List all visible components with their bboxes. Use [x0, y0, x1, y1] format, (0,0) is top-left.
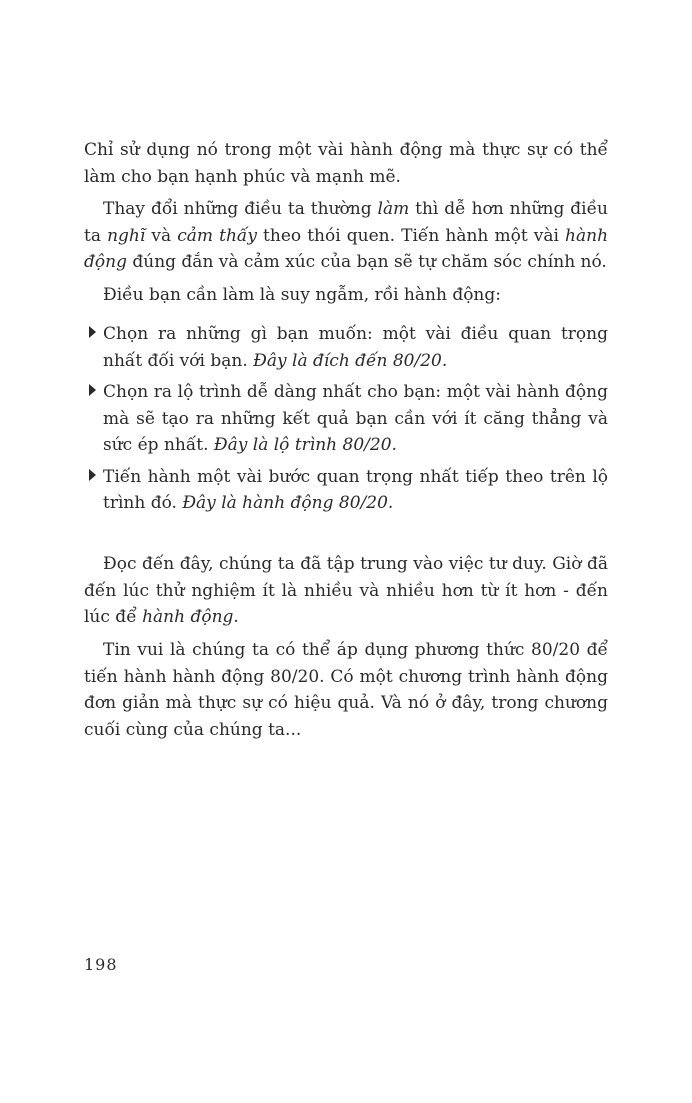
paragraph-1: Chỉ sử dụng nó trong một vài hành động mà thực sự có thể làm cho bạn hạnh phúc và mạnh mẽ. [84, 140, 608, 187]
text-run: Tiến hành một vài bước quan trọng nhất tiếp theo trên lộ trình đó. [103, 466, 608, 513]
paragraph-5: Tin vui là chúng ta có thể áp dụng phương thức 80/20 để tiến hành hành động 80/20. Có một chương trình hành động đơn giản mà thực sự có hiệu quả. Và nó ở đây, trong chương cuối cùng của chúng ta... [84, 640, 608, 740]
emphasis: Đây là hành động 80/20. [182, 493, 394, 513]
bullet-list [84, 321, 608, 522]
paragraph-3: Điều bạn cần làm là suy ngẫm, rồi hành động: [103, 285, 501, 305]
triangle-bullet-icon [89, 326, 96, 338]
emphasis: hành động [142, 607, 234, 627]
text-run: Chọn ra những gì bạn muốn: một vài điều quan trọng nhất đối với bạn. [103, 324, 608, 371]
emphasis: cảm thấy [177, 225, 257, 246]
list-item [84, 321, 608, 374]
text-run: Thay đổi những điều ta thường [103, 199, 378, 219]
text-run: . [233, 607, 239, 627]
text-run: Đọc đến đây, chúng ta đã tập trung vào việc tư duy. Giờ đã đến lúc thử nghiệm ít là nhiều và nhiều hơn từ ít hơn - đến lúc để [84, 554, 608, 627]
text-run: theo thói quen. Tiến hành một vài [256, 225, 566, 246]
emphasis: Đây là lộ trình 80/20. [213, 435, 397, 455]
triangle-bullet-icon [89, 469, 96, 481]
emphasis: Đây là đích đến 80/20. [253, 350, 448, 371]
text-run: thì dễ hơn những điều ta [84, 199, 608, 246]
page-number: 198 [84, 955, 118, 974]
text-run: đúng đắn và cảm xúc của bạn sẽ tự chăm sóc chính nó. [126, 252, 607, 272]
paragraph-4 [84, 551, 608, 631]
text-run: Chọn ra lộ trình dễ dàng nhất cho bạn: một vài hành động mà sẽ tạo ra những kết quả bạn cần với ít căng thẳng và sức ép nhất. [103, 382, 608, 455]
list-item [84, 464, 608, 517]
emphasis: nghĩ [107, 225, 146, 246]
emphasis: làm [377, 199, 410, 219]
paragraph-2 [84, 196, 608, 276]
triangle-bullet-icon [89, 384, 96, 396]
emphasis: hành động [84, 225, 609, 272]
text-run: và [145, 225, 178, 246]
list-item [84, 379, 608, 459]
